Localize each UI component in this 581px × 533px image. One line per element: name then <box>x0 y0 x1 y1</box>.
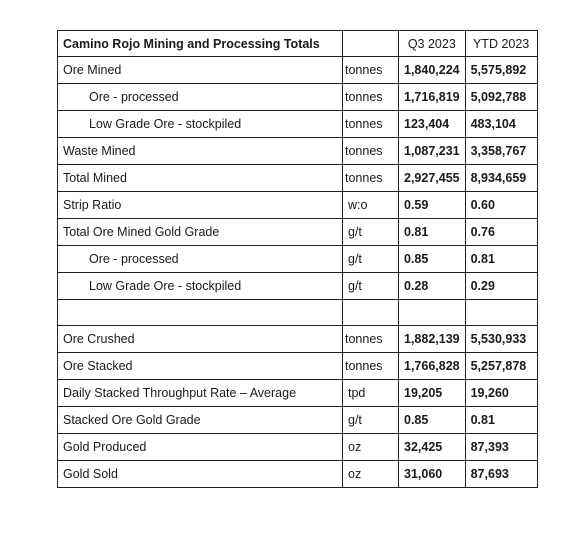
table-row <box>58 138 538 165</box>
row-q3-value: 0.59 <box>399 192 466 219</box>
row-ytd-value: 0.81 <box>465 246 537 273</box>
row-label: Low Grade Ore - stockpiled <box>58 273 343 300</box>
row-ytd-value: 8,934,659 <box>465 165 537 192</box>
table-row <box>58 165 538 192</box>
row-label: Gold Sold <box>58 461 343 488</box>
row-label: Ore Mined <box>58 57 343 84</box>
row-unit: tonnes <box>343 353 399 380</box>
row-ytd-value: 0.76 <box>465 219 537 246</box>
row-ytd-value: 87,393 <box>465 434 537 461</box>
row-label: Ore - processed <box>58 246 343 273</box>
header-unit-cell <box>343 31 399 57</box>
row-ytd-value: 0.29 <box>465 273 537 300</box>
table-row <box>58 111 538 138</box>
table-row <box>58 219 538 246</box>
table-body <box>58 31 538 488</box>
row-q3-value: 1,716,819 <box>399 84 466 111</box>
table-row <box>58 84 538 111</box>
column-header-ytd: YTD 2023 <box>465 31 537 57</box>
row-label: Gold Produced <box>58 434 343 461</box>
row-label: Ore Stacked <box>58 353 343 380</box>
row-unit: tonnes <box>343 326 399 353</box>
row-unit: tonnes <box>343 111 399 138</box>
row-ytd-value: 19,260 <box>465 380 537 407</box>
row-q3-value: 0.81 <box>399 219 466 246</box>
row-unit: tpd <box>343 380 399 407</box>
column-header-q3: Q3 2023 <box>399 31 466 57</box>
row-q3-value: 1,766,828 <box>399 353 466 380</box>
row-ytd-value: 5,530,933 <box>465 326 537 353</box>
row-ytd-value: 87,693 <box>465 461 537 488</box>
row-q3-value: 0.85 <box>399 246 466 273</box>
row-unit: g/t <box>343 246 399 273</box>
row-label: Total Mined <box>58 165 343 192</box>
row-label: Low Grade Ore - stockpiled <box>58 111 343 138</box>
row-unit: g/t <box>343 219 399 246</box>
row-q3-value: 1,840,224 <box>399 57 466 84</box>
row-q3-value: 31,060 <box>399 461 466 488</box>
row-label: Ore - processed <box>58 84 343 111</box>
row-unit: tonnes <box>343 138 399 165</box>
spacer-cell <box>399 300 466 326</box>
table-row <box>58 273 538 300</box>
row-ytd-value: 0.81 <box>465 407 537 434</box>
row-unit: tonnes <box>343 165 399 192</box>
row-ytd-value: 3,358,767 <box>465 138 537 165</box>
header-row <box>58 31 538 57</box>
row-q3-value: 32,425 <box>399 434 466 461</box>
row-unit: oz <box>343 434 399 461</box>
spacer-cell <box>343 300 399 326</box>
row-ytd-value: 5,257,878 <box>465 353 537 380</box>
row-ytd-value: 5,092,788 <box>465 84 537 111</box>
row-ytd-value: 483,104 <box>465 111 537 138</box>
row-label: Daily Stacked Throughput Rate – Average <box>58 380 343 407</box>
row-unit: g/t <box>343 273 399 300</box>
row-q3-value: 19,205 <box>399 380 466 407</box>
spacer-cell <box>58 300 343 326</box>
spacer-cell <box>465 300 537 326</box>
table-row <box>58 461 538 488</box>
table-row <box>58 246 538 273</box>
row-ytd-value: 5,575,892 <box>465 57 537 84</box>
table-row <box>58 57 538 84</box>
row-unit: tonnes <box>343 57 399 84</box>
row-q3-value: 123,404 <box>399 111 466 138</box>
row-q3-value: 2,927,455 <box>399 165 466 192</box>
table-row <box>58 434 538 461</box>
row-ytd-value: 0.60 <box>465 192 537 219</box>
spacer-row <box>58 300 538 326</box>
row-label: Ore Crushed <box>58 326 343 353</box>
row-unit: tonnes <box>343 84 399 111</box>
row-q3-value: 1,882,139 <box>399 326 466 353</box>
row-q3-value: 0.85 <box>399 407 466 434</box>
table-row <box>58 326 538 353</box>
row-label: Strip Ratio <box>58 192 343 219</box>
row-label: Waste Mined <box>58 138 343 165</box>
row-label: Stacked Ore Gold Grade <box>58 407 343 434</box>
row-q3-value: 1,087,231 <box>399 138 466 165</box>
table-row <box>58 407 538 434</box>
row-unit: w:o <box>343 192 399 219</box>
table-row <box>58 192 538 219</box>
table-title: Camino Rojo Mining and Processing Totals <box>58 31 343 57</box>
table-row <box>58 380 538 407</box>
row-unit: g/t <box>343 407 399 434</box>
row-label: Total Ore Mined Gold Grade <box>58 219 343 246</box>
row-unit: oz <box>343 461 399 488</box>
mining-processing-table <box>57 30 538 488</box>
row-q3-value: 0.28 <box>399 273 466 300</box>
table-row <box>58 353 538 380</box>
